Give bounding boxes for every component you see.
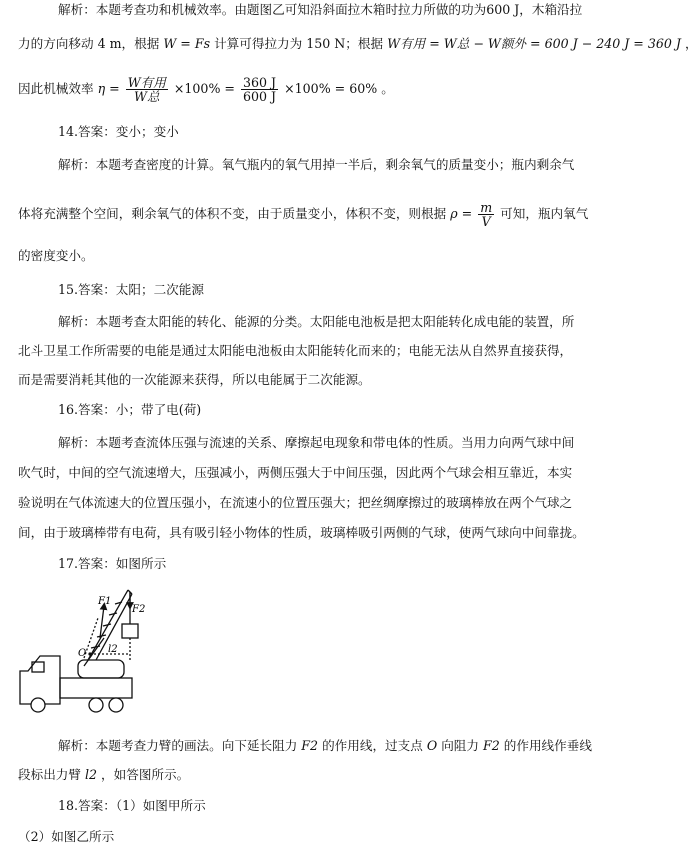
fraction-denominator: W总 bbox=[134, 89, 160, 104]
wheel bbox=[31, 698, 45, 712]
wheel bbox=[109, 698, 123, 712]
q15-line-1: 解析：本题考查太阳能的转化、能源的分类。太阳能电池板是把太阳能转化成电能的装置，所 bbox=[58, 314, 575, 329]
q14-answer: 14.答案：变小；变小 bbox=[58, 124, 179, 139]
q13-line-3 bbox=[0, 76, 652, 103]
q16-line-3: 验说明在气体流速大的位置压强小，在流速小的位置压强大；把丝绸摩擦过的玻璃棒放在两个气球之 bbox=[18, 495, 573, 510]
q14-line-2 bbox=[0, 201, 652, 228]
q18-part-2: （2）如图乙所示 bbox=[18, 829, 115, 844]
q14-text: 体将充满整个空间，剩余氧气的体积不变，由于质量变小，体积不变，则根据 bbox=[18, 206, 447, 221]
q13-text: ×100% = bbox=[173, 81, 235, 96]
q16-line-2: 吹气时，中间的空气流速增大，压强减小，两侧压强大于中间压强，因此两个气球会相互靠近，本实 bbox=[18, 465, 573, 480]
l2-label: l2 bbox=[108, 644, 118, 655]
q17-text: 的作用线作垂线 bbox=[503, 738, 592, 753]
crane-load bbox=[122, 624, 138, 638]
q16-answer: 16.答案：小；带了电(荷) bbox=[58, 402, 202, 417]
f2-label: F2 bbox=[132, 604, 146, 615]
l2-symbol: l2 bbox=[84, 767, 98, 782]
pivot-point bbox=[88, 652, 91, 655]
work-formula: W = Fs bbox=[163, 36, 211, 51]
fraction-numerator: W有用 bbox=[127, 75, 166, 90]
q15-line-2: 北斗卫星工作所需要的电能是通过太阳能电池板由太阳能转化而来的；电能无法从自然界直接获得， bbox=[18, 343, 573, 358]
fraction-denominator: 600 J bbox=[243, 89, 277, 104]
crane-base bbox=[78, 660, 124, 678]
truck-cab bbox=[20, 656, 60, 704]
value-fraction bbox=[241, 76, 278, 103]
q16-line-1: 解析：本题考查流体压强与流速的关系、摩擦起电现象和带电体的性质。当用力向两气球中间 bbox=[58, 435, 575, 450]
density-fraction bbox=[478, 201, 494, 228]
o-label: O bbox=[78, 648, 87, 659]
q13-text: 因此机械效率 bbox=[18, 81, 94, 96]
q13-line-1: 解析：本题考查功和机械效率。由题图乙可知沿斜面拉木箱时拉力所做的功为600 J，木箱沿拉 bbox=[58, 2, 583, 17]
q16-line-4: 间，由于玻璃棒带有电荷，具有吸引轻小物体的性质，玻璃棒吸引两侧的气球，使两气球向中间靠拢。 bbox=[18, 525, 585, 540]
q17-text: 的作用线，过支点 bbox=[322, 738, 423, 753]
fraction-numerator: m bbox=[480, 200, 493, 215]
q14-line-1: 解析：本题考查密度的计算。氧气瓶内的氧气用掉一半后，剩余氧气的质量变小；瓶内剩余气 bbox=[58, 157, 575, 172]
q17-text: 解析：本题考查力臂的画法。向下延长阻力 bbox=[58, 738, 298, 753]
eta-symbol: η = bbox=[97, 81, 120, 96]
q18-answer: 18.答案：（1）如图甲所示 bbox=[58, 798, 206, 813]
fraction-numerator: 360 J bbox=[243, 75, 277, 90]
q14-text: 可知，瓶内氧气 bbox=[500, 206, 589, 221]
q17-text: 段标出力臂 bbox=[18, 767, 81, 782]
q14-line-3: 的密度变小。 bbox=[18, 248, 94, 263]
q17-answer: 17.答案：如图所示 bbox=[58, 556, 167, 571]
q13-text: 力的方向移动 4 m，根据 bbox=[18, 36, 160, 51]
f2-symbol: F2 bbox=[301, 738, 319, 753]
crane-truck-diagram bbox=[18, 586, 146, 716]
useful-work-formula: W有用 = W总 − W额外 = 600 J − 240 J = 360 J bbox=[387, 36, 681, 51]
wheel bbox=[89, 698, 103, 712]
q13-text: ×100% = 60% bbox=[284, 81, 378, 96]
q15-answer: 15.答案：太阳；二次能源 bbox=[58, 282, 204, 297]
q17-text: ，如答图所示。 bbox=[101, 767, 190, 782]
o-symbol: O bbox=[426, 738, 438, 753]
q13-text: 计算可得拉力为 150 N；根据 bbox=[214, 36, 384, 51]
q13-line-2 bbox=[0, 36, 698, 52]
q13-text: 。 bbox=[381, 81, 394, 96]
fraction-denominator: V bbox=[481, 214, 491, 229]
q17-line-1 bbox=[0, 738, 652, 754]
q13-text: ， bbox=[684, 36, 698, 51]
q17-text: 向阻力 bbox=[441, 738, 479, 753]
truck-bed bbox=[60, 678, 132, 698]
f2-symbol: F2 bbox=[482, 738, 500, 753]
f1-label: F1 bbox=[98, 596, 112, 607]
q15-line-3: 而是需要消耗其他的一次能源来获得，所以电能属于二次能源。 bbox=[18, 372, 371, 387]
efficiency-fraction bbox=[126, 76, 168, 103]
q17-line-2 bbox=[0, 767, 652, 783]
rho-symbol: ρ = bbox=[450, 206, 473, 221]
